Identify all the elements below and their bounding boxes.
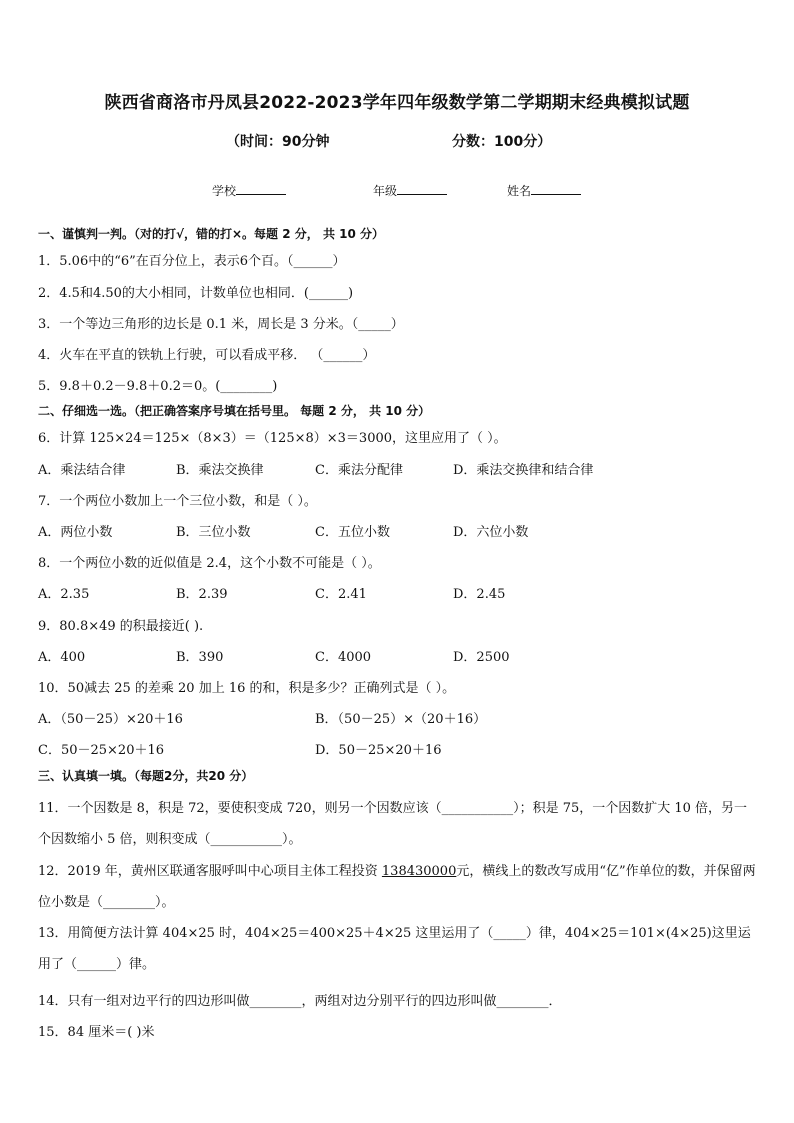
school-blank[interactable] xyxy=(236,182,286,195)
section-heading-3: 三、认真填一填。（每题2分，共20 分） xyxy=(38,769,254,783)
q10-option-a: A．（50－25）×20＋16 xyxy=(38,712,183,727)
q12-text-before: 12．2019 年，黄州区联通客服呼叫中心项目主体工程投资 xyxy=(38,864,382,879)
q7-option-a: A．两位小数 xyxy=(38,525,113,540)
q9-option-c: C．4000 xyxy=(315,650,372,665)
q6-option-a: A．乘法结合律 xyxy=(38,463,126,478)
question-14: 14．只有一组对边平行的四边形叫做________，两组对边分别平行的四边形叫做________． xyxy=(38,994,562,1009)
q10-option-d: D．50－25×20＋16 xyxy=(315,743,442,758)
q10-option-c: C．50－25×20＋16 xyxy=(38,743,165,758)
q7-option-b: B．三位小数 xyxy=(176,525,251,540)
question-15: 15．84 厘米＝( )米 xyxy=(38,1025,155,1040)
q7-option-d: D．六位小数 xyxy=(453,525,529,540)
question-12 xyxy=(38,856,756,918)
question-13: 13．用简便方法计算 404×25 时，404×25＝400×25＋4×25 这里运用了（_____）律，404×25＝101×(4×25)这里运用了（______）律。 xyxy=(38,926,751,972)
question-9: 9．80.8×49 的积最接近( ). xyxy=(38,619,204,634)
question-2: 2．4.5和4.50的大小相同，计数单位也相同．(______) xyxy=(38,286,354,301)
grade-blank[interactable] xyxy=(397,182,447,195)
q6-option-b: B．乘法交换律 xyxy=(176,463,264,478)
score-label: 分数：100分） xyxy=(452,134,552,150)
q9-option-b: B．390 xyxy=(176,650,224,665)
q8-option-a: A．2.35 xyxy=(38,587,90,602)
q12-text-after: 元，横线上的数改写成用“亿”作单位的数，并保留两位小数是（________）。 xyxy=(38,864,756,910)
q12-underlined-number: 138430000 xyxy=(381,864,457,879)
q7-option-c: C．五位小数 xyxy=(315,525,390,540)
grade-field xyxy=(373,182,447,199)
question-6: 6．计算 125×24＝125×（8×3）＝（125×8）×3＝3000，这里应用了（ ）。 xyxy=(38,431,507,446)
school-label: 学校 xyxy=(212,184,237,198)
name-field xyxy=(507,182,581,199)
q6-option-c: C．乘法分配律 xyxy=(315,463,403,478)
question-8: 8．一个两位小数的近似值是 2.4，这个小数不可能是（ ）。 xyxy=(38,556,381,571)
question-4: 4．火车在平直的铁轨上行驶，可以看成平移． （______） xyxy=(38,348,376,363)
section-heading-1: 一、谨慎判一判。（对的打√，错的打×。每题 2 分， 共 10 分） xyxy=(38,227,384,241)
question-10: 10．50减去 25 的差乘 20 加上 16 的和，积是多少？正确列式是（ ）。 xyxy=(38,681,456,696)
q8-option-b: B．2.39 xyxy=(176,587,228,602)
question-1: 1．5.06中的“6”在百分位上，表示6个百。（______） xyxy=(38,254,346,269)
name-blank[interactable] xyxy=(531,182,581,195)
q9-option-d: D．2500 xyxy=(453,650,510,665)
school-field xyxy=(212,182,286,199)
q10-option-b: B．（50－25）×（20＋16） xyxy=(315,712,487,727)
question-7: 7．一个两位小数加上一个三位小数，和是（ ）。 xyxy=(38,494,317,509)
q8-option-c: C．2.41 xyxy=(315,587,367,602)
time-label: （时间：90分钟 xyxy=(226,134,330,150)
student-info-line xyxy=(0,182,794,200)
name-label: 姓名 xyxy=(507,184,532,198)
exam-title: 陕西省商洛市丹凤县2022-2023学年四年级数学第二学期期末经典模拟试题 xyxy=(104,93,690,113)
question-3: 3．一个等边三角形的边长是 0.1 米，周长是 3 分米。（_____） xyxy=(38,317,404,332)
q8-option-d: D．2.45 xyxy=(453,587,506,602)
question-11: 11．一个因数是 8，积是 72，要使积变成 720，则另一个因数应该（___________）；积是 75，一个因数扩大 10 倍，另一个因数缩小 5 倍，则积变成（___________）。 xyxy=(38,801,748,847)
q6-option-d: D．乘法交换律和结合律 xyxy=(453,463,594,478)
question-5: 5．9.8＋0.2－9.8＋0.2＝0。(________) xyxy=(38,379,278,394)
section-heading-2: 二、仔细选一选。（把正确答案序号填在括号里。 每题 2 分， 共 10 分） xyxy=(38,404,431,418)
q9-option-a: A．400 xyxy=(38,650,86,665)
grade-label: 年级 xyxy=(373,184,398,198)
time-score-line xyxy=(0,131,794,151)
